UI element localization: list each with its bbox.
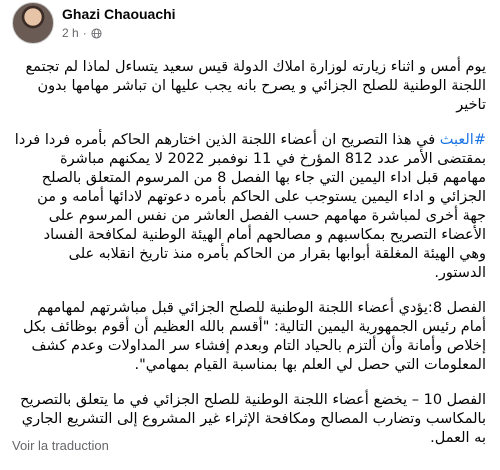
post-time[interactable]: 2 h	[62, 26, 79, 40]
post-body	[14, 58, 486, 464]
post-header	[12, 2, 176, 44]
hashtag-link[interactable]: #العبث	[439, 132, 486, 148]
post-paragraph: الفصل 10 – يخضع أعضاء اللجنة الوطنية للصلح الجزائي في ما يتعلق بالتصريح بالمكاسب وتضارب المصالح ومكافحة الإثراء غير المشروع إلى التشريع الجاري به العمل.	[20, 392, 486, 446]
post-paragraph: يوم أمس و اثناء زيارته لوزارة املاك الدولة قيس سعيد يتساءل لماذا لم تجتمع اللجنة الوطنية للصلح الجزائي و يصرح بانه يجب عليها ان تباشر مهامها بدون تاخير	[25, 59, 486, 113]
avatar[interactable]	[12, 2, 54, 44]
post-paragraph	[14, 131, 486, 283]
post-meta	[62, 5, 176, 41]
post-subline	[62, 25, 176, 41]
separator-dot: ·	[82, 26, 87, 40]
paragraph-text: في هذا التصريح ان أعضاء اللجنة الذين اختارهم الحاكم بأمره فردا فردا بمقتضى الأمر عدد 812 المؤرخ في 11 نوفمبر 2022 لا يمكنهم مباشرة مهامهم قبل اداء اليمين التي جاء بها الفصل 8 من المرسوم المتعلق بالصلح الجزائي و اداء اليمين يستوجب على الحاكم بأمره دعوتهم لادائها أمامه و من جهة أخرى لمباشرة مهامهم حسب الفصل العاشر من نفس المرسوم على الأعضاء التصريح بمكاسبهم و مصالحهم أمام الهيئة الوطنية لمكافحة الفساد وهي الهيئة المغلقة أبوابها بقرار من الحاكم بأمره منذ تاريخ انقلابه على الدستور.	[14, 132, 486, 281]
globe-icon[interactable]	[91, 28, 102, 39]
post-paragraph: الفصل 8:يؤدي أعضاء اللجنة الوطنية للصلح الجزائي قبل مباشرتهم لمهامهم أمام رئيس الجمهورية اليمين التالية: "أقسم بالله العظيم أن أقوم بوظائف بكل إخلاص وأمانة وأن ألتزم بالحياد التام وبعدم إفشاء سر المداولات وعدم كشف المعلومات التي حصل لي العلم بها بمناسبة القيام بمهامي".	[23, 300, 486, 373]
see-translation-link[interactable]: Voir la traduction	[12, 438, 109, 453]
author-name[interactable]: Ghazi Chaouachi	[62, 6, 176, 22]
